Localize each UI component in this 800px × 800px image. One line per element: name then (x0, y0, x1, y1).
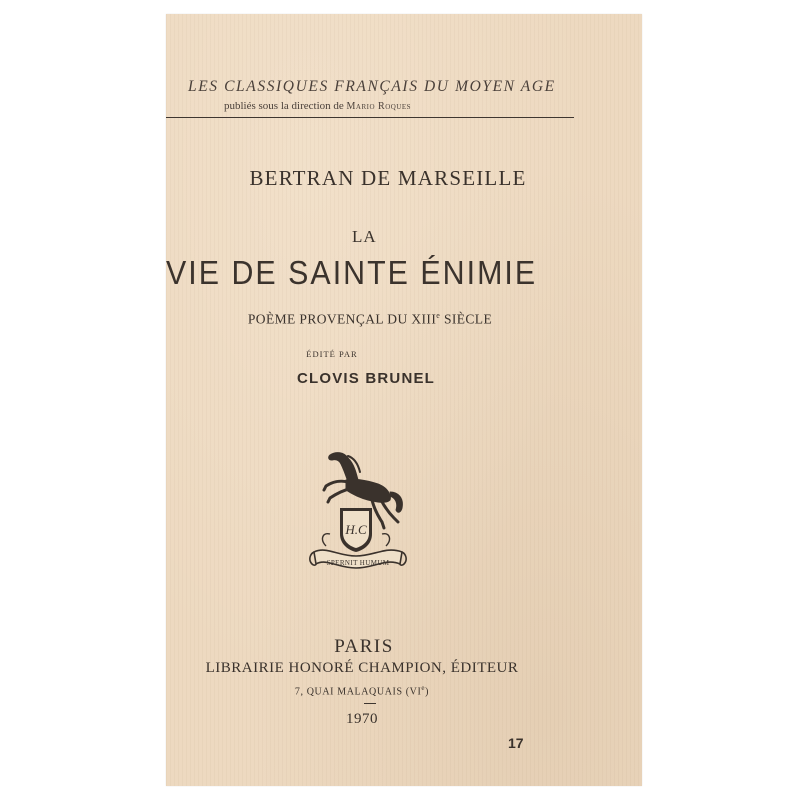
emblem-initials: H.C (345, 522, 367, 537)
title-article: LA (352, 227, 377, 246)
header-rule (166, 117, 574, 118)
address-prefix: 7, QUAI MALAQUAIS (VI (294, 686, 422, 698)
author-name: BERTRAN DE MARSEILLE (249, 166, 527, 190)
subtitle-suffix: SIÈCLE (440, 311, 493, 327)
emblem-motto: SPERNIT HUMUM (326, 559, 390, 567)
direction-name: Mario Roques (346, 101, 412, 112)
volume-number: 17 (508, 735, 524, 751)
rearing-horse-emblem-icon (306, 442, 426, 582)
book-title: VIE DE SAINTE ÉNIMIE (166, 254, 538, 291)
series-title: LES CLASSIQUES FRANÇAIS DU MOYEN AGE (188, 78, 556, 95)
imprint-publisher: LIBRAIRIE HONORÉ CHAMPION, ÉDITEUR (205, 660, 519, 676)
imprint-year: 1970 (346, 711, 378, 727)
direction-prefix: publiés sous la direction de (224, 100, 344, 112)
address-sup: e (421, 684, 426, 692)
imprint-dash (364, 703, 376, 704)
imprint-address (124, 684, 600, 697)
subtitle-prefix: POÈME PROVENÇAL DU XIII (247, 311, 437, 327)
edited-by-label: ÉDITÉ PAR (306, 349, 358, 359)
address-suffix: ) (425, 686, 430, 698)
subtitle-sup: e (436, 311, 441, 320)
series-direction (166, 100, 642, 112)
editor-name: CLOVIS BRUNEL (296, 370, 436, 387)
book-cover (166, 14, 642, 786)
subtitle (132, 311, 608, 328)
imprint-city: PARIS (334, 636, 394, 657)
